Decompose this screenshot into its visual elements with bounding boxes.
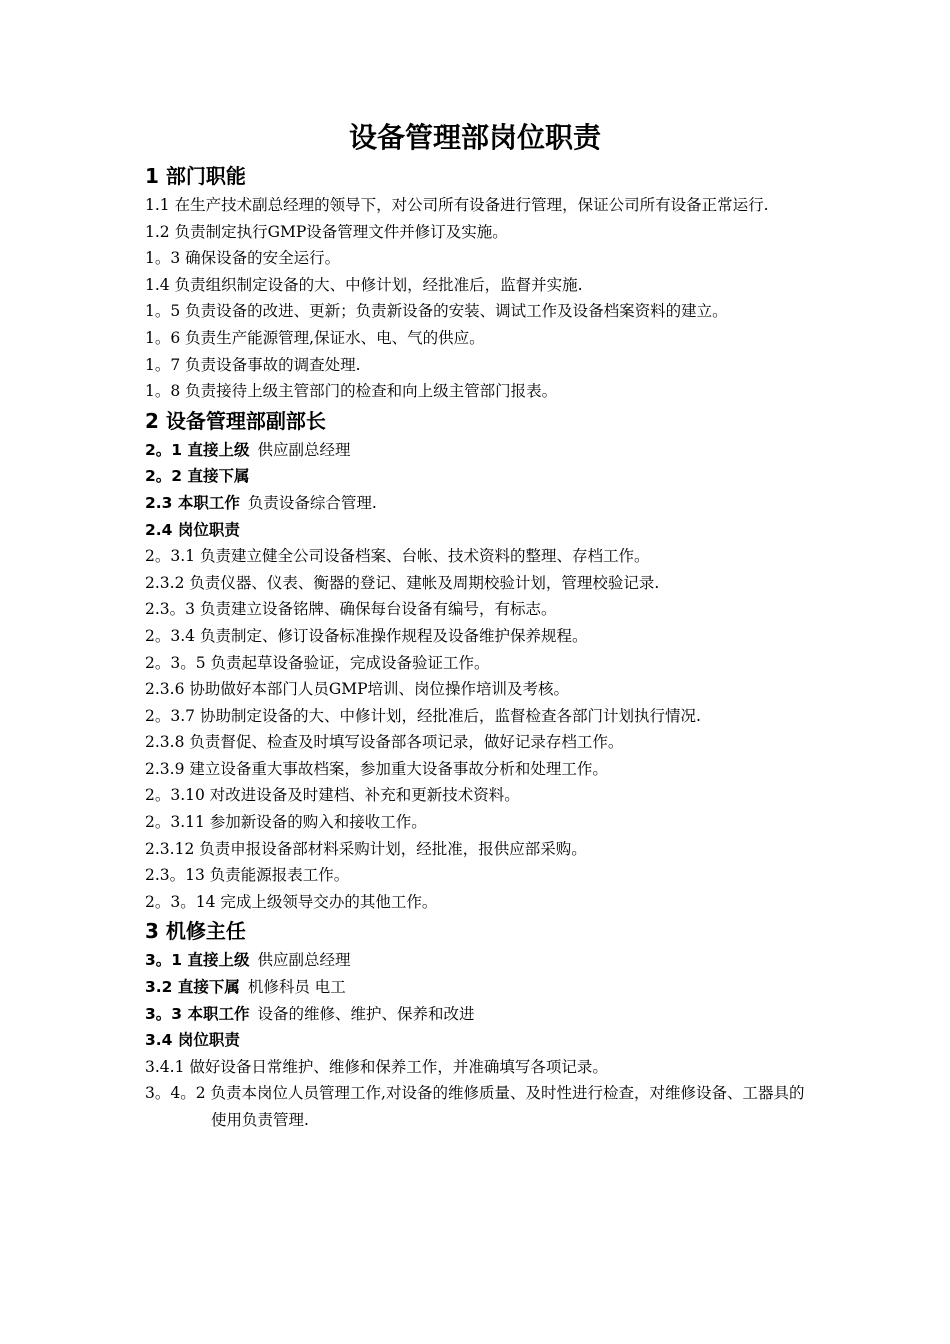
list-item: 1。5 负责设备的改进、更新；负责新设备的安装、调试工作及设备档案资料的建立。 (145, 302, 728, 321)
subsection-value: 供应副总经理 (257, 951, 351, 970)
list-item: 1。7 负责设备事故的调查处理. (145, 355, 361, 374)
subsection-line (145, 974, 815, 1001)
list-item: 2.3.8 负责督促、检查及时填写设备部各项记录，做好记录存档工作。 (145, 733, 624, 752)
list-item: 1。6 负责生产能源管理,保证水、电、气的供应。 (145, 328, 485, 347)
subsection-label: 2.4 岗位职责 (145, 520, 240, 539)
subsection-line (145, 517, 815, 544)
list-item: 1。8 负责接待上级主管部门的检查和向上级主管部门报表。 (145, 382, 558, 401)
subsection-value: 机修科员 电工 (247, 978, 346, 997)
subsection-label: 2。2 直接下属 (145, 467, 250, 486)
section-heading: 3 机修主任 (145, 919, 246, 944)
section-heading: 2 设备管理部副部长 (145, 408, 326, 433)
list-item: 2。3.7 协助制定设备的大、中修计划，经批准后，监督检查各部门计划执行情况. (145, 706, 701, 725)
subsection-value: 供应副总经理 (257, 440, 351, 459)
list-item: 2.3.6 协助做好本部门人员GMP培训、岗位操作培训及考核。 (145, 680, 570, 699)
list-item: 2。3.4 负责制定、修订设备标准操作规程及设备维护保养规程。 (145, 626, 588, 645)
list-item: 2.3.12 负责申报设备部材料采购计划，经批准，报供应部采购。 (145, 839, 587, 858)
subsection-label: 3。1 直接上级 (145, 951, 250, 970)
subsection-line (145, 490, 815, 517)
list-item: 2.3.2 负责仪器、仪表、衡器的登记、建帐及周期校验计划，管理校验记录. (145, 573, 660, 592)
subsection-line (145, 947, 815, 974)
list-item: 2.3.9 建立设备重大事故档案，参加重大设备事故分析和处理工作。 (145, 759, 608, 778)
subsection-value: 设备的维修、维护、保养和改进 (257, 1004, 475, 1023)
list-item: 3。4。2 负责本岗位人员管理工作,对设备的维修质量、及时性进行检查，对维修设备、工器具的使用负责管理. (145, 1084, 805, 1129)
list-item: 2。3。5 负责起草设备验证，完成设备验证工作。 (145, 653, 490, 672)
subsection-label: 2。1 直接上级 (145, 440, 250, 459)
list-item: 2。3.10 对改进设备及时建档、补充和更新技术资料。 (145, 786, 520, 805)
document-title: 设备管理部岗位职责 (348, 121, 601, 154)
subsection-line (145, 437, 815, 464)
list-item: 2。3.11 参加新设备的购入和接收工作。 (145, 813, 427, 832)
list-item: 3.4.1 做好设备日常维护、维修和保养工作，并准确填写各项记录。 (145, 1057, 608, 1076)
list-item: 1.2 负责制定执行GMP设备管理文件并修订及实施。 (145, 222, 508, 241)
section-heading: 1 部门职能 (145, 164, 246, 188)
document-body (145, 160, 815, 1134)
subsection-label: 3。3 本职工作 (145, 1004, 250, 1023)
list-item: 2。3.1 负责建立健全公司设备档案、台帐、技术资料的整理、存档工作。 (145, 547, 650, 566)
subsection-value: 负责设备综合管理. (247, 493, 377, 512)
subsection-line (145, 1001, 815, 1028)
subsection-label: 2.3 本职工作 (145, 493, 240, 512)
subsection-label: 3.4 岗位职责 (145, 1031, 240, 1050)
list-item: 2.3。13 负责能源报表工作。 (145, 866, 350, 885)
subsection-line (145, 463, 815, 490)
list-item: 1。3 确保设备的安全运行。 (145, 249, 341, 268)
subsection-label: 3.2 直接下属 (145, 978, 240, 997)
list-item: 2。3。14 完成上级领导交办的其他工作。 (145, 892, 438, 911)
list-item: 1.4 负责组织制定设备的大、中修计划，经批准后，监督并实施. (145, 275, 583, 294)
list-item: 2.3。3 负责建立设备铭牌、确保每台设备有编号，有标志。 (145, 600, 557, 619)
list-item: 1.1 在生产技术副总经理的领导下，对公司所有设备进行管理，保证公司所有设备正常运行. (145, 196, 769, 214)
subsection-line (145, 1027, 815, 1054)
